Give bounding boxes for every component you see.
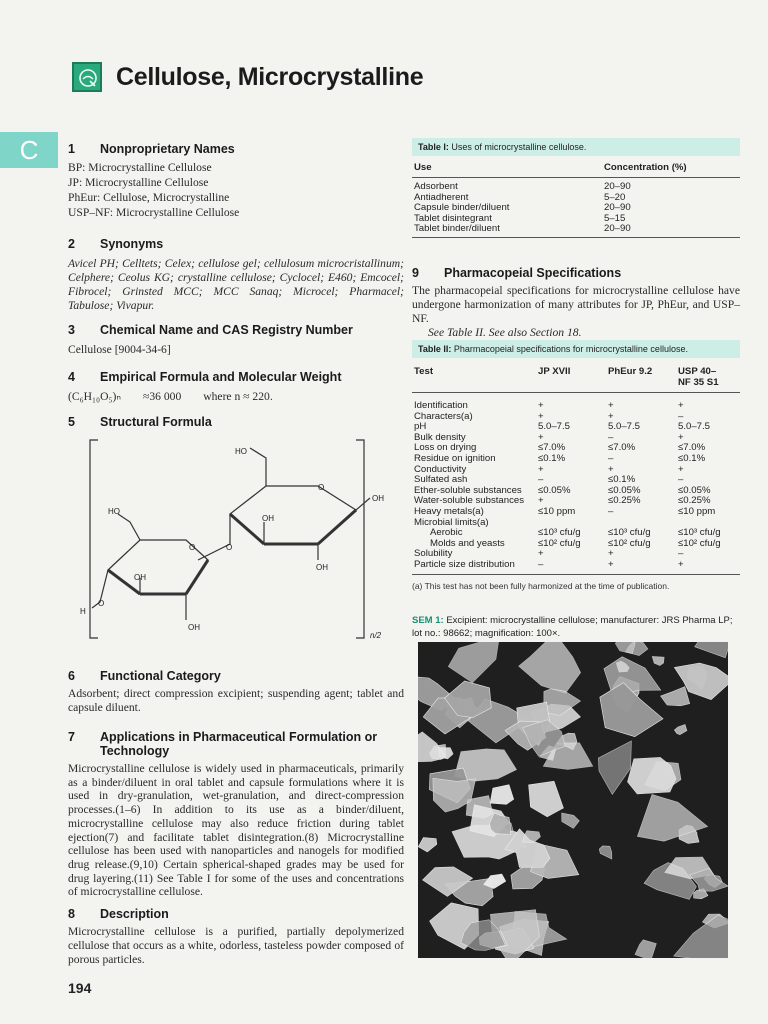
table-uses [412, 138, 740, 238]
label-o-link2: O [98, 599, 105, 608]
label-oh-left-ring: OH [134, 573, 146, 582]
cell-usp: ≤10² cfu/g [678, 537, 721, 549]
sem-particle [529, 781, 564, 817]
cell-usp: ≤7.0% [678, 442, 706, 454]
cell-pheur: 5.0–7.5 [608, 421, 641, 433]
sem-caption: SEM 1: Excipient: microcrystalline cellulose; manufacturer: JRS Pharma LP; lot no.: 98662; magnification: 100×. [412, 615, 733, 639]
label-oh-mid: OH [262, 514, 274, 523]
cell-jp: + [538, 548, 544, 560]
cell-use: Tablet disintegrant [414, 212, 492, 224]
section-number: 1 [68, 142, 75, 156]
label-o-link: O [226, 543, 233, 552]
cell-use: Capsule binder/diluent [414, 202, 510, 214]
sem-particle [652, 656, 664, 665]
cell-pheur: – [608, 452, 614, 464]
sem-particle [490, 785, 514, 805]
cell-concentration: 5–20 [604, 191, 626, 203]
cell-test: pH [414, 421, 427, 433]
sem-particle [562, 813, 580, 828]
cell-pheur: + [608, 463, 614, 475]
cell-pheur: – [608, 505, 614, 517]
table-caption: Table I: Uses of microcrystalline cellulose. [412, 138, 740, 156]
cell-concentration: 20–90 [604, 181, 631, 192]
cell-use: Tablet binder/diluent [414, 223, 500, 235]
section-description [68, 907, 404, 967]
col-use: Use [414, 162, 432, 173]
col-pheur: PhEur 9.2 [608, 366, 653, 377]
sem-particle [695, 642, 728, 658]
applications-text: Microcrystalline cellulose is widely used in pharmaceuticals, primarily as a binder/diluent in oral tablet and capsule formulations where it is used in dry-granulation, wet-granulation, and direct-compression processes.(1–6) In addition to its use as a binder/diluent, microcrystalline cellulose may also reduce friction during tablet ejection(7) and facilitate tablet disintegration.(8) Microcrystalline cellulose has been used with nanoparticles and nanogels for modified drug release.(9,10) Certain spherical-shaped grades may be used for drug layering.(11) See Table I for some of the uses and concentrations of microcrystalline cellulose. [68, 762, 404, 899]
table-row [412, 182, 740, 193]
table-row [412, 539, 740, 550]
specs-see: See Table II. See also Section 18. [428, 326, 582, 339]
cell-concentration: 20–90 [604, 223, 631, 235]
cell-jp: – [538, 558, 544, 570]
sem-particle [598, 741, 631, 795]
cell-usp: ≤0.05% [678, 484, 711, 496]
sem-particle [615, 642, 635, 654]
cell-test: Sulfated ash [414, 474, 468, 486]
table-row [412, 224, 740, 235]
cell-usp: – [678, 410, 684, 422]
cell-jp: 5.0–7.5 [538, 421, 571, 433]
cell-test: Water-soluble substances [414, 495, 525, 507]
cell-jp: + [538, 431, 544, 443]
sem-particle [661, 687, 690, 706]
sem-particle [600, 683, 663, 737]
cell-usp: + [678, 558, 684, 570]
synonyms-text: Avicel PH; Celltets; Celex; cellulose gel; cellulosum microcristallinum; Celphere; Ceolus KG; crystalline cellulose; Cyclocel; E460; Emcocel; Fibrocel; Grinsted MCC; MCC Sanaq; Microcel; Pharmacel; Tabulose; Vivapur. [68, 257, 404, 312]
sem-particles [418, 642, 728, 958]
label-oh-bottom-right: OH [316, 563, 328, 572]
section-title: Applications in Pharmaceutical Formulation or [100, 730, 378, 744]
cell-pheur: ≤10² cfu/g [608, 537, 651, 549]
name-line: BP: Microcrystalline Cellulose [68, 161, 212, 174]
name-line: JP: Microcrystalline Cellulose [68, 176, 209, 189]
sem-micrograph-image [418, 642, 728, 958]
sem-particle [674, 915, 728, 958]
cell-test: Solubility [414, 548, 453, 560]
table-header [412, 358, 740, 393]
col-jp: JP XVII [538, 366, 571, 377]
cell-pheur: ≤10³ cfu/g [608, 527, 651, 539]
sem-particle [519, 642, 581, 693]
molecular-weight: ≈36 000 [143, 390, 182, 403]
monograph-header [72, 62, 423, 92]
section-title: Pharmacopeial Specifications [444, 266, 622, 280]
cell-usp: ≤0.25% [678, 495, 711, 507]
label-o-ring2: O [189, 543, 196, 552]
cell-usp: – [678, 474, 684, 486]
cell-pheur: ≤0.25% [608, 495, 641, 507]
sem-particle [448, 642, 499, 683]
cell-jp: ≤10² cfu/g [538, 537, 581, 549]
section-title: Nonproprietary Names [100, 142, 235, 156]
cell-jp: + [538, 495, 544, 507]
cell-use: Antiadherent [414, 191, 469, 203]
cell-test: Loss on drying [414, 442, 477, 454]
sem-particle [490, 813, 511, 835]
section-number: 6 [68, 669, 75, 683]
section-number: 8 [68, 907, 75, 921]
section-title: Synonyms [100, 237, 164, 251]
section-pharmacopeial-specs [412, 266, 740, 340]
cell-concentration: 5–15 [604, 212, 626, 224]
cell-test: Heavy metals(a) [414, 505, 484, 517]
col-concentration: Concentration (%) [604, 162, 687, 173]
table-body [412, 178, 740, 238]
cell-concentration: 20–90 [604, 202, 631, 214]
section-title: Description [100, 907, 169, 921]
cell-jp: ≤10 ppm [538, 505, 576, 517]
cell-test: Identification [414, 400, 468, 411]
section-title: Functional Category [100, 669, 221, 683]
cell-test: Ether-soluble substances [414, 484, 522, 496]
label-ho-top: HO [235, 447, 247, 456]
cell-jp: + [538, 400, 544, 411]
table-header [412, 156, 740, 178]
label-oh-bottom: OH [188, 623, 200, 632]
cell-jp: ≤0.05% [538, 484, 571, 496]
functional-category-text: Adsorbent; direct compression excipient; suspending agent; tablet and capsule diluent. [68, 687, 404, 714]
cell-test: Characters(a) [414, 410, 473, 422]
col-usp-cont: NF 35 S1 [678, 377, 719, 388]
cell-pheur: ≤7.0% [608, 442, 636, 454]
table-footnote: (a) This test has not been fully harmonized at the time of publication. [412, 580, 670, 591]
cell-pheur: + [608, 410, 614, 422]
section-synonyms [68, 237, 404, 313]
section-empirical-formula [68, 370, 404, 404]
description-text: Microcrystalline cellulose is a purified, partially depolymerized cellulose that occurs as a white, odorless, tasteless powder composed of porous particles. [68, 925, 404, 966]
cell-usp: + [678, 463, 684, 475]
cell-test: Conductivity [414, 463, 467, 475]
col-usp: USP 40– [678, 366, 717, 377]
cell-test: Particle size distribution [414, 558, 515, 570]
section-applications [68, 730, 404, 899]
label-o-ring1: O [318, 483, 325, 492]
label-oh-right: OH [372, 494, 384, 503]
cell-use: Adsorbent [414, 181, 458, 192]
name-line: USP–NF: Microcrystalline Cellulose [68, 206, 240, 219]
name-line: PhEur: Cellulose, Microcrystalline [68, 191, 230, 204]
col-test: Test [414, 366, 434, 377]
label-h: H [80, 607, 86, 616]
cell-pheur: + [608, 400, 614, 411]
cell-test: Residue on ignition [414, 452, 496, 464]
cell-test: Bulk density [414, 431, 466, 443]
sem-particle [635, 940, 656, 958]
specs-text: The pharmacopeial specifications for microcrystalline cellulose have undergone harmonization of many attributes for JP, PhEur, and USP–NF. [412, 284, 740, 325]
cell-pheur: + [608, 558, 614, 570]
label-n2: n/2 [370, 631, 382, 640]
formula-where: where n ≈ 220. [203, 390, 273, 403]
section-structural-formula [68, 415, 404, 429]
section-title: Empirical Formula and Molecular Weight [100, 370, 342, 384]
cell-pheur: + [608, 548, 614, 560]
sem-particle [418, 838, 436, 852]
section-number: 3 [68, 323, 75, 337]
page-title: Cellulose, Microcrystalline [116, 62, 424, 91]
cell-usp: + [678, 431, 684, 443]
cell-jp: ≤7.0% [538, 442, 566, 454]
section-chemical-name [68, 323, 404, 357]
section-number: 5 [68, 415, 75, 429]
cell-jp: + [538, 463, 544, 475]
section-title: Structural Formula [100, 415, 212, 429]
cell-jp: + [538, 410, 544, 422]
label-ho-left: HO [108, 507, 120, 516]
section-title-cont: Technology [100, 744, 170, 758]
table-body [412, 393, 740, 575]
table-row [412, 507, 740, 518]
cell-jp: – [538, 474, 544, 486]
section-nonproprietary-names [68, 142, 404, 220]
section-title: Chemical Name and CAS Registry Number [100, 323, 353, 337]
cell-test: Microbial limits(a) [414, 516, 489, 528]
cell-usp: – [678, 548, 684, 560]
monograph-logo-icon [72, 62, 102, 92]
structural-formula-diagram [78, 432, 398, 644]
cell-pheur: – [608, 431, 614, 443]
cell-jp: ≤0.1% [538, 452, 566, 464]
cell-usp: ≤10 ppm [678, 505, 716, 517]
page-number: 194 [68, 980, 92, 996]
cell-usp: + [678, 400, 684, 411]
cas-text: Cellulose [9004-34-6] [68, 343, 171, 356]
section-number: 4 [68, 370, 75, 384]
cell-usp: ≤0.1% [678, 452, 706, 464]
table-row [412, 401, 740, 412]
cell-test: Molds and yeasts [430, 537, 505, 549]
section-number: 2 [68, 237, 75, 251]
cell-pheur: ≤0.05% [608, 484, 641, 496]
cell-usp: 5.0–7.5 [678, 421, 711, 433]
formula: (C₆H₁₀O₅)ₙ [68, 390, 121, 403]
sem-particle [599, 846, 612, 859]
table-row [412, 454, 740, 465]
sem-particle [674, 725, 687, 735]
cell-test: Aerobic [430, 527, 463, 539]
section-letter-tab: C [0, 132, 58, 168]
section-number: 7 [68, 730, 75, 744]
section-functional-category [68, 669, 404, 715]
cell-jp: ≤10³ cfu/g [538, 527, 581, 539]
section-number: 9 [412, 266, 419, 280]
cell-pheur: ≤0.1% [608, 474, 636, 486]
sem-particle [523, 831, 541, 843]
table-row [412, 560, 740, 571]
table-specifications [412, 340, 740, 591]
table-caption: Table II: Pharmacopeial specifications for microcrystalline cellulose. [412, 340, 740, 358]
cell-usp: ≤10³ cfu/g [678, 527, 721, 539]
